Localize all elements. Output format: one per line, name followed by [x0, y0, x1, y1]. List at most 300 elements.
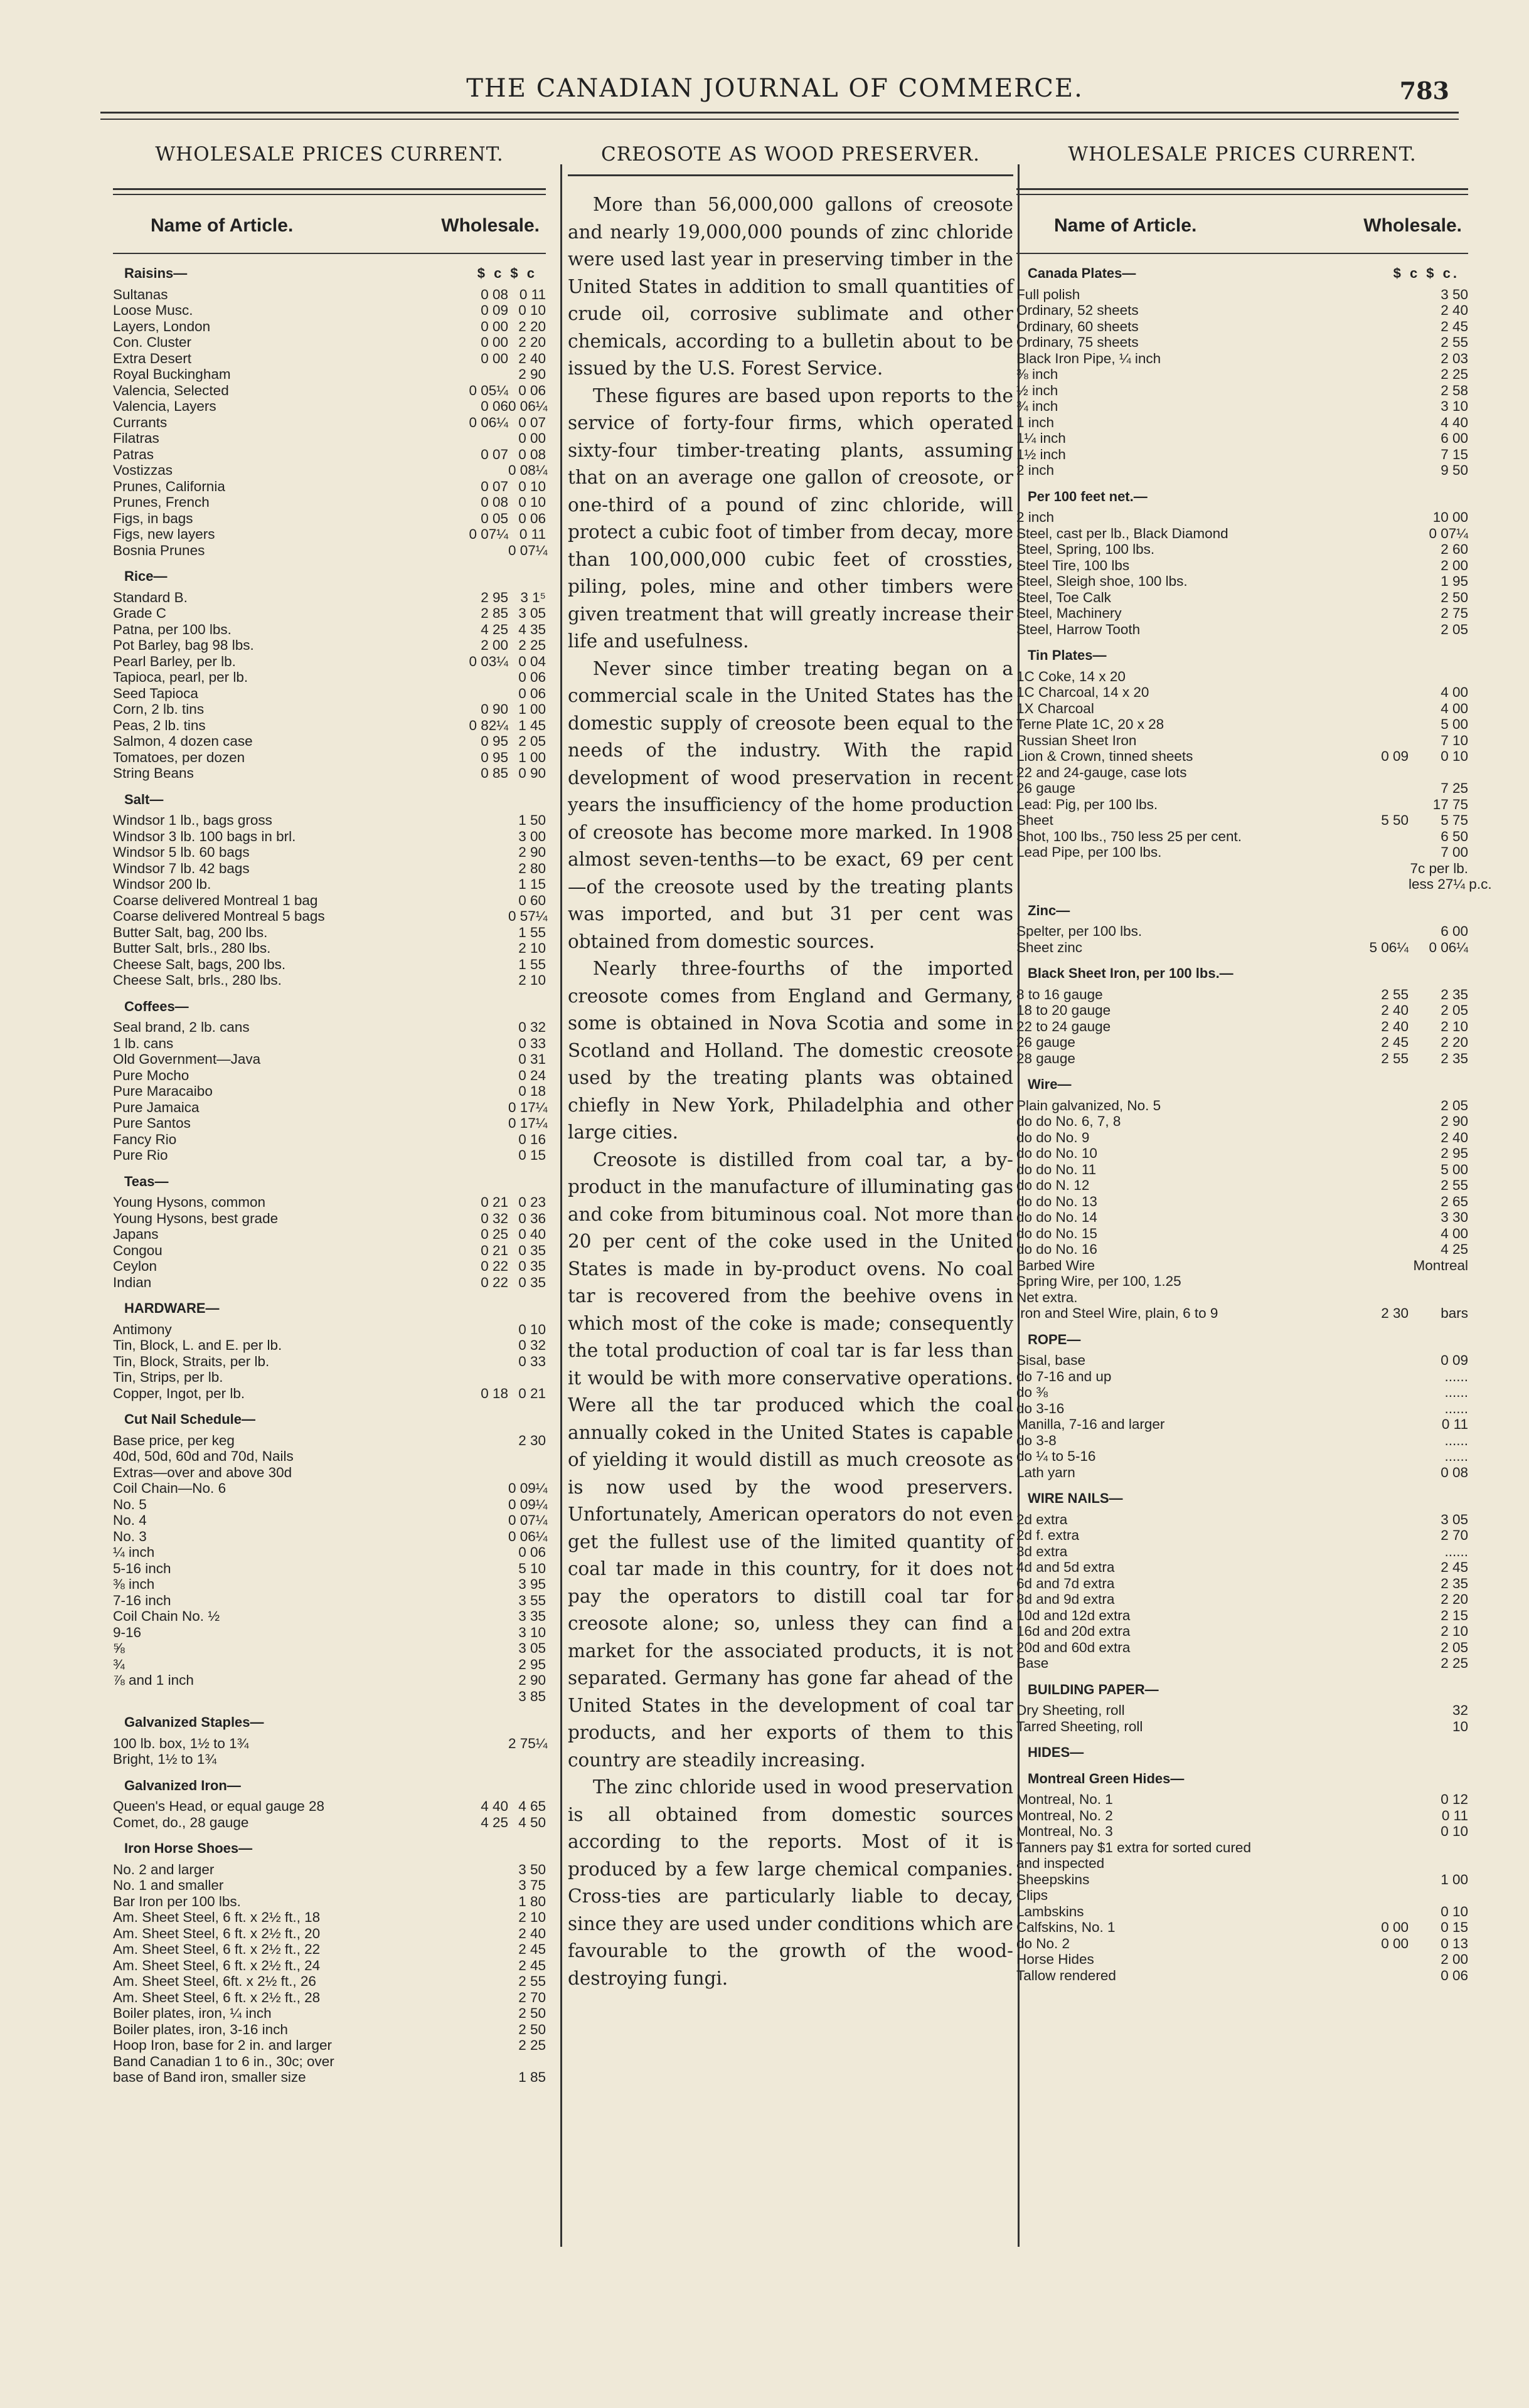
price-row	[1016, 812, 1468, 829]
price-low	[1346, 1655, 1409, 1672]
price-low	[464, 1625, 508, 1641]
price-high: 0 09	[1441, 1352, 1468, 1368]
article-name: Pure Santos	[113, 1115, 191, 1131]
price-low: 5 06¼	[1369, 939, 1409, 955]
price-row	[1016, 1241, 1468, 1258]
price-high: 1 55	[518, 956, 546, 972]
price-low	[1346, 1544, 1409, 1560]
price-high: 6 00	[1441, 430, 1468, 446]
price-low: 0 05	[481, 510, 508, 526]
price-row	[1016, 398, 1468, 415]
article-name: 1½ inch	[1016, 446, 1066, 462]
price-low	[464, 1751, 508, 1768]
price-high: 3 05	[518, 1640, 546, 1656]
article-name: 9-16	[113, 1624, 142, 1640]
price-low	[464, 1736, 508, 1752]
price-row	[1016, 1258, 1468, 1274]
article-name: Sultanas	[113, 286, 168, 302]
price-high: 0 13	[1441, 1935, 1468, 1951]
price-low	[464, 1909, 508, 1926]
price-row	[113, 861, 546, 877]
price-high: 2 55	[518, 1973, 546, 1989]
price-high: 7c per lb.	[1410, 860, 1468, 876]
price-low: 0 82¼	[469, 717, 508, 733]
section-label: Black Sheet Iron, per 100 lbs.—	[1028, 965, 1233, 981]
article-name: Lead Pipe, per 100 lbs.	[1016, 844, 1162, 860]
price-section-heading	[124, 999, 546, 1015]
price-low	[464, 1322, 508, 1338]
price-high: 2 55	[1441, 1177, 1468, 1193]
article-name: Am. Sheet Steel, 6 ft. x 2½ ft., 18	[113, 1909, 321, 1925]
article-name: Steel, Toe Calk	[1016, 589, 1111, 605]
price-row	[1016, 622, 1468, 638]
price-row	[113, 2022, 546, 2038]
article-name: String Beans	[113, 765, 194, 781]
price-high: 0 06	[518, 1544, 546, 1560]
price-row	[1016, 1002, 1468, 1019]
article-name: Terne Plate 1C, 20 x 28	[1016, 716, 1164, 732]
price-high: bars	[1441, 1305, 1468, 1321]
price-row	[1016, 1162, 1468, 1178]
price-high: 2 40	[1441, 1129, 1468, 1145]
price-row	[1016, 923, 1468, 940]
article-name: Plain galvanized, No. 5	[1016, 1097, 1161, 1113]
price-high: 1 85	[518, 2069, 546, 2085]
price-high: 3 10	[518, 1624, 546, 1640]
price-high: Montreal	[1413, 1257, 1468, 1273]
price-row	[1016, 780, 1468, 797]
price-high: 2 60	[1441, 541, 1468, 557]
price-row	[1016, 1904, 1468, 1920]
section-label: HARDWARE—	[124, 1300, 220, 1316]
article-name: No. 3	[113, 1528, 147, 1544]
article-name: Sisal, base	[1016, 1352, 1086, 1368]
price-low	[1346, 1130, 1409, 1146]
price-low	[1346, 1576, 1409, 1592]
article-name: do do No. 14	[1016, 1209, 1097, 1225]
article-name: Ordinary, 75 sheets	[1016, 334, 1139, 350]
price-low	[1346, 1702, 1409, 1719]
price-high: 1 00	[1441, 1871, 1468, 1887]
price-low: 2 30	[1381, 1305, 1409, 1321]
price-row	[113, 908, 546, 925]
price-low: 0 85	[481, 765, 508, 781]
price-row	[1016, 1401, 1468, 1417]
article-name: do do No. 13	[1016, 1193, 1097, 1209]
article-name: Copper, Ingot, per lb.	[113, 1385, 245, 1401]
article-name: Tallow rendered	[1016, 1967, 1116, 1983]
article-name: do ¼ to 5-16	[1016, 1448, 1096, 1464]
price-low	[1346, 447, 1409, 463]
price-row	[1016, 765, 1468, 781]
price-high: 0 08	[518, 446, 546, 462]
article-name: Steel Tire, 100 lbs	[1016, 557, 1130, 573]
article-name: Steel, Sleigh shoe, 100 lbs.	[1016, 573, 1188, 589]
price-row	[113, 654, 546, 670]
price-low: 4 25	[481, 1814, 508, 1830]
price-row	[113, 1815, 546, 1831]
article-name: Base price, per keg	[113, 1432, 235, 1448]
price-row	[1016, 1465, 1468, 1481]
page-number: 783	[1399, 77, 1449, 105]
price-row	[113, 2054, 546, 2070]
price-row	[1016, 1968, 1468, 1984]
price-high: 0 06	[518, 382, 546, 398]
price-row	[1016, 1559, 1468, 1576]
article-name: No. 2 and larger	[113, 1861, 215, 1877]
article-name: Pure Mocho	[113, 1067, 189, 1083]
price-low	[464, 543, 508, 559]
price-low	[464, 1448, 508, 1465]
price-high: 2 50	[518, 2005, 546, 2021]
price-row	[1016, 716, 1468, 733]
price-low	[1346, 430, 1409, 447]
price-high: 0 11	[1441, 1807, 1468, 1823]
price-low	[464, 462, 508, 479]
article-name: Filatras	[113, 430, 159, 446]
price-row	[113, 1036, 546, 1052]
price-high: 0 06¼	[508, 1528, 548, 1544]
article-name: Sheet	[1016, 812, 1053, 828]
article-name: Hoop Iron, base for 2 in. and larger	[113, 2037, 332, 2053]
article-name: do do No. 6, 7, 8	[1016, 1113, 1121, 1129]
price-low	[464, 1051, 508, 1068]
left-column-header	[113, 195, 546, 253]
price-row	[113, 1226, 546, 1243]
article-name: Queen's Head, or equal gauge 28	[113, 1798, 325, 1814]
price-row	[113, 940, 546, 957]
price-high: 2 10	[1441, 1623, 1468, 1639]
price-section-heading	[1028, 1490, 1468, 1507]
price-row	[1016, 526, 1468, 542]
price-high: 2 20	[1441, 1034, 1468, 1050]
price-low	[464, 1973, 508, 1990]
price-high: 2 55	[1441, 334, 1468, 350]
price-row	[1016, 1051, 1468, 1067]
price-low	[1346, 1791, 1409, 1808]
price-high: 0 11	[1441, 1416, 1468, 1432]
price-low	[1346, 622, 1409, 638]
price-low	[1346, 1258, 1409, 1274]
price-low	[1346, 1290, 1409, 1306]
price-row	[113, 1386, 546, 1402]
price-high	[508, 1465, 546, 1481]
price-low	[464, 1672, 508, 1689]
price-row	[1016, 1544, 1468, 1560]
price-row	[113, 1576, 546, 1593]
price-low	[1346, 1145, 1409, 1162]
price-row	[113, 972, 546, 989]
price-high: 0 09¼	[508, 1480, 548, 1496]
price-high: 0 33	[518, 1353, 546, 1369]
price-low	[464, 1926, 508, 1942]
price-high: 2 45	[1441, 1559, 1468, 1575]
price-low	[1346, 1591, 1409, 1608]
price-low	[464, 1689, 508, 1705]
price-high: 2 05	[1441, 1002, 1468, 1018]
price-high: 1 00	[518, 749, 546, 765]
price-row	[1016, 1416, 1468, 1433]
article-name: Peas, 2 lb. tins	[113, 717, 206, 733]
price-row	[113, 1275, 546, 1291]
price-row	[1016, 1273, 1468, 1290]
price-low	[464, 925, 508, 941]
price-low	[464, 1480, 508, 1497]
article-name: 22 and 24-gauge, case lots	[1016, 764, 1187, 780]
price-high: 1 80	[518, 1893, 546, 1909]
price-high: 0 31	[518, 1051, 546, 1067]
price-low	[464, 1132, 508, 1148]
price-low: 0 07	[481, 478, 508, 494]
article-name: Pure Jamaica	[113, 1099, 200, 1115]
article-name: Grade C	[113, 605, 167, 621]
article-name: 20d and 60d extra	[1016, 1639, 1131, 1655]
price-high: 2 25	[518, 2037, 546, 2053]
price-row	[1016, 861, 1468, 877]
price-low	[464, 940, 508, 957]
article-name: Corn, 2 lb. tins	[113, 701, 205, 717]
article-name: do 3-8	[1016, 1432, 1057, 1448]
price-high: 5 00	[1441, 716, 1468, 732]
price-row	[1016, 987, 1468, 1003]
price-low	[464, 1862, 508, 1878]
price-low: 0 00	[1381, 1935, 1409, 1951]
price-row	[113, 1243, 546, 1259]
price-low	[464, 1497, 508, 1513]
price-low	[464, 1593, 508, 1609]
price-high	[1409, 669, 1468, 685]
price-section-heading	[1028, 965, 1468, 982]
price-high: 0 40	[518, 1226, 546, 1242]
price-low	[1346, 605, 1409, 622]
price-row	[113, 1751, 546, 1768]
price-row	[1016, 1719, 1468, 1735]
price-high: 3 05	[518, 605, 546, 621]
price-high: 10	[1452, 1718, 1468, 1734]
price-low: 0 21	[481, 1242, 508, 1258]
price-high: ......	[1444, 1400, 1468, 1416]
price-low	[1346, 1465, 1409, 1481]
price-row	[113, 479, 546, 495]
price-high: 0 23	[518, 1194, 546, 1210]
article-name: Windsor 5 lb. 60 bags	[113, 844, 250, 860]
section-label: Canada Plates—	[1028, 265, 1136, 281]
section-units: $ c $ c.	[1393, 265, 1459, 281]
price-low	[464, 1019, 508, 1036]
price-low: 0 05¼	[469, 382, 508, 398]
price-row	[113, 718, 546, 734]
article-name: Antimony	[113, 1321, 172, 1337]
price-row	[1016, 733, 1468, 749]
article-name: Indian	[113, 1274, 152, 1290]
price-high: 4 65	[518, 1798, 546, 1814]
article-name: Coarse delivered Montreal 1 bag	[113, 892, 318, 908]
price-low	[464, 1433, 508, 1449]
price-row	[113, 1480, 546, 1497]
article-name: 18 to 20 gauge	[1016, 1002, 1111, 1018]
price-low	[1346, 1098, 1409, 1114]
article-name: Montreal, No. 3	[1016, 1823, 1113, 1839]
price-low	[1346, 590, 1409, 606]
article-name: Young Hysons, best grade	[113, 1210, 279, 1226]
price-high: 2 45	[1441, 318, 1468, 334]
article-name: Butter Salt, bag, 200 lbs.	[113, 924, 268, 940]
price-row	[113, 415, 546, 431]
price-section-heading	[1028, 903, 1468, 919]
price-row	[113, 1862, 546, 1878]
article-name: Steel, cast per lb., Black Diamond	[1016, 525, 1228, 541]
right-price-list	[1016, 265, 1492, 1983]
price-row	[1016, 302, 1468, 319]
price-row	[1016, 1305, 1468, 1322]
price-high: ......	[1444, 1448, 1468, 1464]
article-name: Ceylon	[113, 1258, 157, 1274]
price-row	[113, 605, 546, 622]
price-low	[464, 1100, 508, 1116]
price-low: 0 09	[481, 302, 508, 318]
price-low	[464, 1958, 508, 1974]
article-name: Am. Sheet Steel, 6 ft. x 2½ ft., 28	[113, 1989, 321, 2005]
price-high: 2 90	[1441, 1113, 1468, 1129]
price-row	[1016, 1840, 1468, 1856]
price-low	[1346, 1209, 1409, 1226]
price-low	[1346, 1904, 1409, 1920]
article-name: do do No. 9	[1016, 1129, 1090, 1145]
article-name: Royal Buckingham	[113, 366, 231, 382]
price-low	[464, 829, 508, 845]
price-low	[464, 2005, 508, 2022]
price-high: 0 11	[519, 526, 546, 542]
price-low: 2 40	[1381, 1018, 1409, 1034]
price-row	[113, 319, 546, 335]
price-low	[1346, 1855, 1409, 1872]
price-low	[464, 861, 508, 877]
price-high: 0 33	[518, 1035, 546, 1051]
price-low	[1346, 1352, 1409, 1369]
article-name: ¾ inch	[1016, 398, 1058, 414]
price-low	[1346, 509, 1409, 526]
price-section-heading	[1028, 1076, 1468, 1093]
price-high: 5 00	[1441, 1161, 1468, 1177]
article-name: Steel, Harrow Tooth	[1016, 621, 1141, 637]
article-name: 2d extra	[1016, 1511, 1068, 1527]
price-high: 4 00	[1441, 684, 1468, 700]
section-label: Galvanized Iron—	[124, 1777, 241, 1793]
article-name: Iron and Steel Wire, plain, 6 to 9	[1016, 1305, 1218, 1321]
article-name: Cheese Salt, brls., 280 lbs.	[113, 972, 282, 988]
price-row	[113, 1337, 546, 1354]
price-row	[1016, 351, 1468, 367]
article-name: 26 gauge	[1016, 780, 1075, 796]
price-high	[1409, 1273, 1468, 1290]
price-row	[113, 2069, 546, 2086]
price-high: 6 00	[1441, 923, 1468, 939]
section-label: Galvanized Staples—	[124, 1714, 264, 1730]
price-low	[1346, 1512, 1409, 1528]
price-row	[113, 1877, 546, 1894]
price-low	[1346, 829, 1409, 845]
price-row	[113, 1990, 546, 2006]
article-name: 4d and 5d extra	[1016, 1559, 1115, 1575]
price-low	[464, 1894, 508, 1910]
price-high: 0 32	[518, 1019, 546, 1035]
article-name: Windsor 200 lb.	[113, 876, 211, 892]
left-title-rule	[113, 188, 546, 190]
price-high: 2 50	[518, 2021, 546, 2037]
price-row	[113, 526, 546, 543]
price-row	[113, 893, 546, 909]
article-name: Currants	[113, 414, 168, 430]
article-name: Tapioca, pearl, per lb.	[113, 669, 248, 685]
price-low	[1346, 701, 1409, 717]
price-high: 0 12	[1441, 1791, 1468, 1807]
right-title-rule	[1016, 188, 1468, 190]
article-name: Barbed Wire	[1016, 1257, 1095, 1273]
price-high: 0 08¼	[508, 462, 548, 478]
price-high: 2 65	[1441, 1193, 1468, 1209]
article-name: Russian Sheet Iron	[1016, 732, 1137, 748]
article-name: ⅜ inch	[113, 1576, 155, 1592]
price-low: 2 00	[481, 637, 508, 653]
article-name: 8 to 16 gauge	[1016, 986, 1103, 1002]
price-row	[1016, 1527, 1468, 1544]
price-low: 0 08	[481, 286, 508, 302]
article-name: Loose Musc.	[113, 302, 193, 318]
price-high: 0 10	[1441, 1823, 1468, 1839]
price-low	[464, 893, 508, 909]
price-row	[1016, 366, 1468, 383]
price-row	[113, 1465, 546, 1481]
price-low	[1346, 319, 1409, 335]
article-name: Am. Sheet Steel, 6 ft. x 2½ ft., 22	[113, 1941, 321, 1957]
price-low	[464, 2069, 508, 2086]
price-low	[464, 2022, 508, 2038]
price-low	[1346, 1623, 1409, 1640]
price-row	[113, 366, 546, 383]
price-low	[464, 1544, 508, 1561]
price-low: 4 25	[481, 621, 508, 637]
price-high	[1409, 1290, 1468, 1306]
article-name: Bright, 1½ to 1¾	[113, 1751, 217, 1767]
article-name: Am. Sheet Steel, 6 ft. x 2½ ft., 20	[113, 1925, 321, 1941]
price-high: 2 80	[518, 860, 546, 876]
article-name	[1016, 861, 1346, 877]
article-name: Butter Salt, brls., 280 lbs.	[113, 940, 271, 956]
price-row	[1016, 1512, 1468, 1528]
price-high: 2 05	[518, 733, 546, 749]
article-name: Montreal, No. 1	[1016, 1791, 1113, 1807]
article-name: Fancy Rio	[113, 1131, 177, 1147]
article-name: do 7-16 and up	[1016, 1368, 1112, 1384]
price-high: 5 10	[518, 1560, 546, 1576]
article-name: Coil Chain—No. 6	[113, 1480, 226, 1496]
price-high: 3 35	[518, 1608, 546, 1624]
price-high: 0 10	[1441, 748, 1468, 764]
section-label: BUILDING PAPER—	[1028, 1681, 1159, 1697]
article-paragraph: Never since timber treating began on a commercial scale in the United States has the domestic supply of creosote been equal to the needs of the industry. With the rapid development of wood preservation in recent years the insufficiency of the home production of creosote has become more marked. In 1908 almost seven-tenths—to be exact, 69 per cent—of the creosote used by the treating plants was imported, and but 31 per cent was obtained from domestic sources.	[568, 657, 1013, 952]
price-high: 2 10	[1441, 1018, 1468, 1034]
price-low: 0 07	[481, 446, 508, 462]
price-section-heading	[124, 1411, 546, 1428]
price-low: 2 95	[481, 589, 508, 605]
article-name: No. 1 and smaller	[113, 1877, 224, 1893]
price-high: 2 25	[1441, 366, 1468, 382]
price-low	[1346, 797, 1409, 813]
price-high: less 27¼ p.c.	[1409, 876, 1492, 892]
price-low	[1346, 1226, 1409, 1242]
price-row	[1016, 541, 1468, 558]
article-name: do No. 2	[1016, 1935, 1070, 1951]
